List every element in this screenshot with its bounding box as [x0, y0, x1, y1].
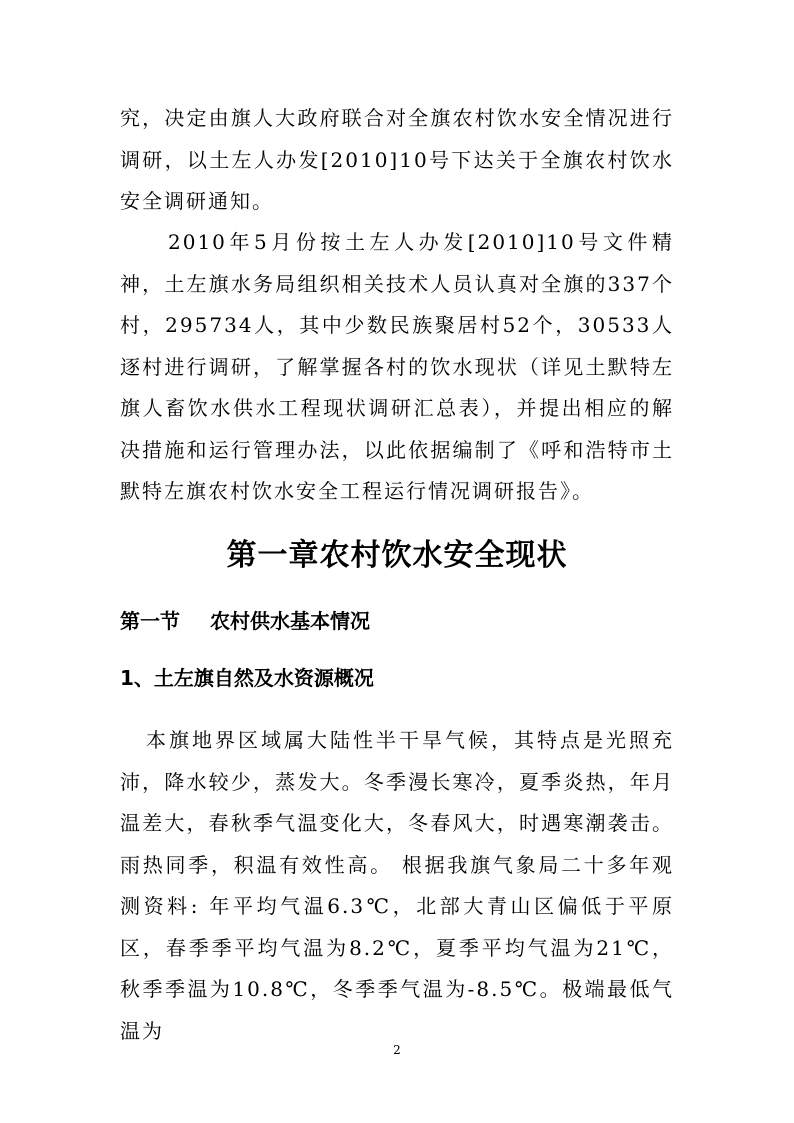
subsection-title: 1、土左旗自然及水资源概况 [120, 666, 374, 690]
section-number: 第一节 [120, 609, 180, 633]
body-paragraph-1: 究，决定由旗人大政府联合对全旗农村饮水安全情况进行调研，以土左人办发[2010]10号下达关于全旗农村饮水安全调研通知。 [120, 106, 674, 213]
body-paragraph-2: 2010年5月份按土左人办发[2010]10号文件精神，土左旗水务局组织相关技术人员认真对全旗的337个村，295734人，其中少数民族聚居村52个，30533人逐村进行调研，了解掌握各村的饮水现状（详见土默特左旗人畜饮水供水工程现状调研汇总表），并提出相应的解决措施和运行管理办法，以此依据编制了《呼和浩特市土默特左旗农村饮水安全工程运行情况调研报告》。 [120, 230, 674, 503]
body-paragraph-3: 本旗地界区域属大陆性半干旱气候，其特点是光照充沛，降水较少，蒸发大。冬季漫长寒冷，夏季炎热，年月温差大，春秋季气温变化大，冬春风大，时遇寒潮袭击。雨热同季，积温有效性高。 根据我旗气象局二十多年观测资料: 年平均气温6.3℃，北部大青山区偏低于平原区，春季季平均气温为8.2℃，夏季平均气温为21℃，秋季季温为10.8℃，冬季季气温为-8.5℃。极端最低气温为 [120, 728, 674, 1043]
page-number: 2 [393, 1043, 401, 1057]
section-heading [120, 605, 370, 634]
section-title: 农村供水基本情况 [210, 609, 370, 633]
chapter-title: 第一章农村饮水安全现状 [226, 538, 568, 573]
